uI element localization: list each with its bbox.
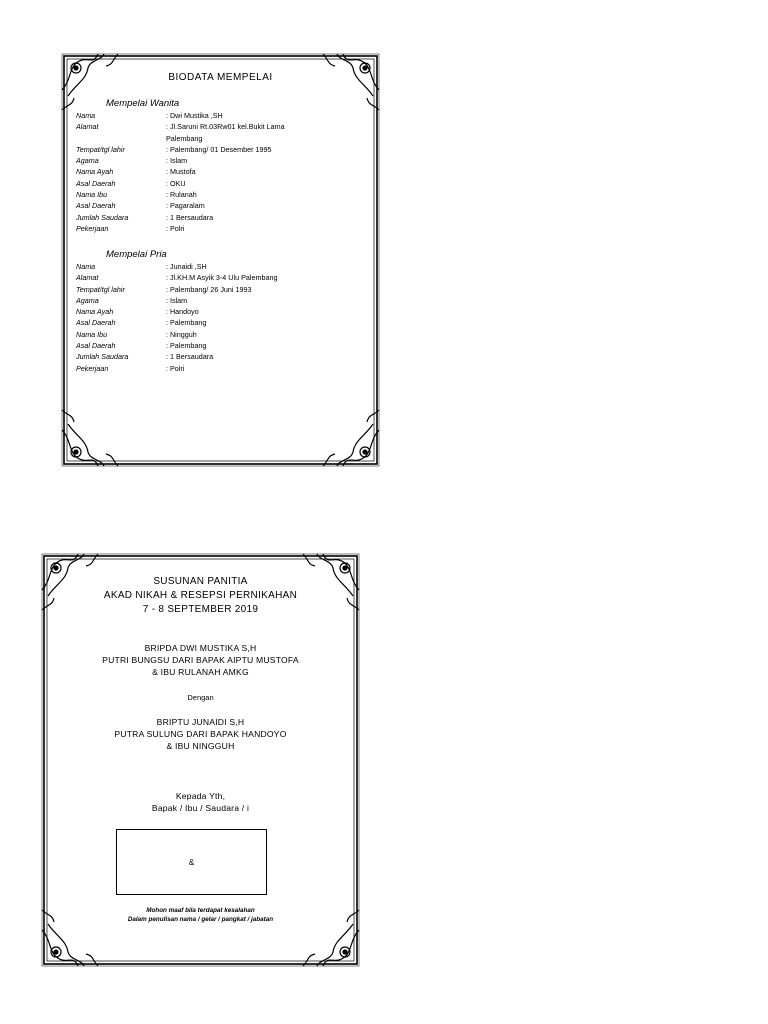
detail-label: Agama <box>76 295 99 305</box>
detail-value: : Dwi Mustika ,SH <box>166 111 223 120</box>
detail-row <box>76 166 366 177</box>
detail-label: Tempat/tgl lahir <box>76 284 125 294</box>
detail-value: : Palembang/ 26 Juni 1993 <box>166 284 252 294</box>
connector-text: Dengan <box>187 693 214 702</box>
detail-value: : Palembang <box>166 341 207 351</box>
detail-label: Pekerjaan <box>76 363 109 373</box>
corner-ornament-br <box>323 410 379 466</box>
detail-row <box>76 351 366 362</box>
detail-value-wrap <box>166 166 366 177</box>
detail-label: Nama Ayah <box>76 307 114 317</box>
detail-label: Asal Daerah <box>76 341 116 351</box>
groom-line: PUTRA SULUNG DARI BAPAK HANDOYO <box>114 729 287 739</box>
bride-details <box>76 110 366 234</box>
detail-value-wrap <box>166 295 366 306</box>
detail-value-wrap <box>166 306 366 317</box>
detail-label: Nama Ibu <box>76 329 108 339</box>
detail-value-wrap <box>166 284 366 295</box>
detail-row <box>76 363 366 374</box>
detail-label: Nama <box>76 262 96 271</box>
detail-row <box>76 200 366 211</box>
detail-row <box>76 272 366 283</box>
bride-info <box>38 642 363 678</box>
detail-label: Alamat <box>76 122 99 132</box>
detail-row <box>76 306 366 317</box>
detail-value: : Islam <box>166 295 188 305</box>
detail-value: : 1 Bersaudara <box>166 352 214 362</box>
detail-value-wrap <box>166 155 366 166</box>
detail-label: Agama <box>76 156 99 166</box>
detail-label: Jumlah Saudara <box>76 352 129 362</box>
groom-details <box>76 261 366 374</box>
detail-value-wrap <box>166 189 366 200</box>
detail-value-wrap <box>166 110 366 121</box>
detail-value: : Rulanah <box>166 190 197 200</box>
detail-value-wrap <box>166 317 366 328</box>
event-title <box>38 575 363 617</box>
bride-line: BRIPDA DWI MUSTIKA S,H <box>144 643 257 653</box>
detail-row <box>76 295 366 306</box>
detail-row <box>76 329 366 340</box>
box-symbol: & <box>188 858 195 867</box>
detail-value-wrap <box>166 121 366 144</box>
detail-label: Tempat/tgl lahir <box>76 144 125 154</box>
detail-value-continued: Palembang <box>166 133 203 143</box>
detail-row <box>76 340 366 351</box>
detail-value: : Jl.Saruni Rt.03Rw01 kel.Bukit Lama <box>166 122 285 132</box>
title-line: 7 - 8 SEPTEMBER 2019 <box>142 604 259 615</box>
biodata-title: BIODATA MEMPELAI <box>168 72 273 83</box>
detail-row <box>76 155 366 166</box>
detail-row <box>76 317 366 328</box>
greeting <box>38 790 363 814</box>
detail-value-wrap <box>166 200 366 211</box>
detail-label: Alamat <box>76 273 99 283</box>
detail-value-wrap <box>166 144 366 155</box>
apology-note <box>38 906 363 924</box>
detail-value: : Mustofa <box>166 167 196 177</box>
detail-row <box>76 178 366 189</box>
biodata-card <box>58 50 383 470</box>
detail-value: : Handoyo <box>166 307 199 317</box>
title-line: SUSUNAN PANITIA <box>153 576 248 587</box>
detail-label: Nama Ibu <box>76 190 108 200</box>
detail-label: Pekerjaan <box>76 223 109 233</box>
detail-label: Asal Daerah <box>76 178 116 188</box>
detail-value: : Palembang/ 01 Desember 1995 <box>166 144 272 154</box>
detail-value-wrap <box>166 351 366 362</box>
detail-label: Nama <box>76 111 96 120</box>
detail-value-wrap <box>166 223 366 234</box>
detail-label: Jumlah Saudara <box>76 212 129 222</box>
detail-label: Asal Daerah <box>76 318 116 328</box>
detail-value: : 1 Bersaudara <box>166 212 214 222</box>
groom-line: & IBU NINGGUH <box>166 741 235 751</box>
detail-value: : Palembang <box>166 318 207 328</box>
detail-value: : Islam <box>166 156 188 166</box>
detail-row <box>76 212 366 223</box>
detail-value-wrap <box>166 363 366 374</box>
detail-value-wrap <box>166 340 366 351</box>
detail-value: : OKU <box>166 178 186 188</box>
greeting-line: Kepada Yth, <box>175 791 226 801</box>
groom-info <box>38 716 363 752</box>
detail-row <box>76 121 366 144</box>
recipient-box <box>116 829 267 895</box>
corner-ornament-bl <box>62 410 118 466</box>
detail-label: Nama Ayah <box>76 167 114 177</box>
detail-label: Asal Daerah <box>76 201 116 211</box>
detail-value: : Polri <box>166 223 185 233</box>
detail-row <box>76 189 366 200</box>
groom-line: BRIPTU JUNAIDI S,H <box>156 717 245 727</box>
detail-row <box>76 284 366 295</box>
note-line: Dalam penulisan nama / gelar / pangkat / jabatan <box>127 916 274 923</box>
note-line: Mohon maaf bila terdapat kesalahan <box>146 907 255 914</box>
detail-value-wrap <box>166 329 366 340</box>
bride-heading: Mempelai Wanita <box>106 98 180 109</box>
detail-value-wrap <box>166 212 366 223</box>
committee-card <box>38 550 363 970</box>
detail-value: : Pagaralam <box>166 201 205 211</box>
detail-value-wrap <box>166 261 366 272</box>
detail-value: : Polri <box>166 363 185 373</box>
groom-heading: Mempelai Pria <box>106 249 167 260</box>
detail-row <box>76 261 366 272</box>
detail-row <box>76 223 366 234</box>
title-line: AKAD NIKAH & RESEPSI PERNIKAHAN <box>103 590 298 601</box>
greeting-line: Bapak / Ibu / Saudara / i <box>151 803 250 813</box>
detail-value-wrap <box>166 178 366 189</box>
bride-line: & IBU RULANAH AMKG <box>152 667 249 677</box>
detail-row <box>76 144 366 155</box>
detail-value: : Jl.KH.M Asyik 3-4 Ulu Palembang <box>166 273 278 283</box>
detail-value-wrap <box>166 272 366 283</box>
detail-value: : Ningguh <box>166 329 197 339</box>
bride-line: PUTRI BUNGSU DARI BAPAK AIPTU MUSTOFA <box>102 655 299 665</box>
detail-value: : Junaidi ,SH <box>166 262 207 271</box>
detail-row <box>76 110 366 121</box>
